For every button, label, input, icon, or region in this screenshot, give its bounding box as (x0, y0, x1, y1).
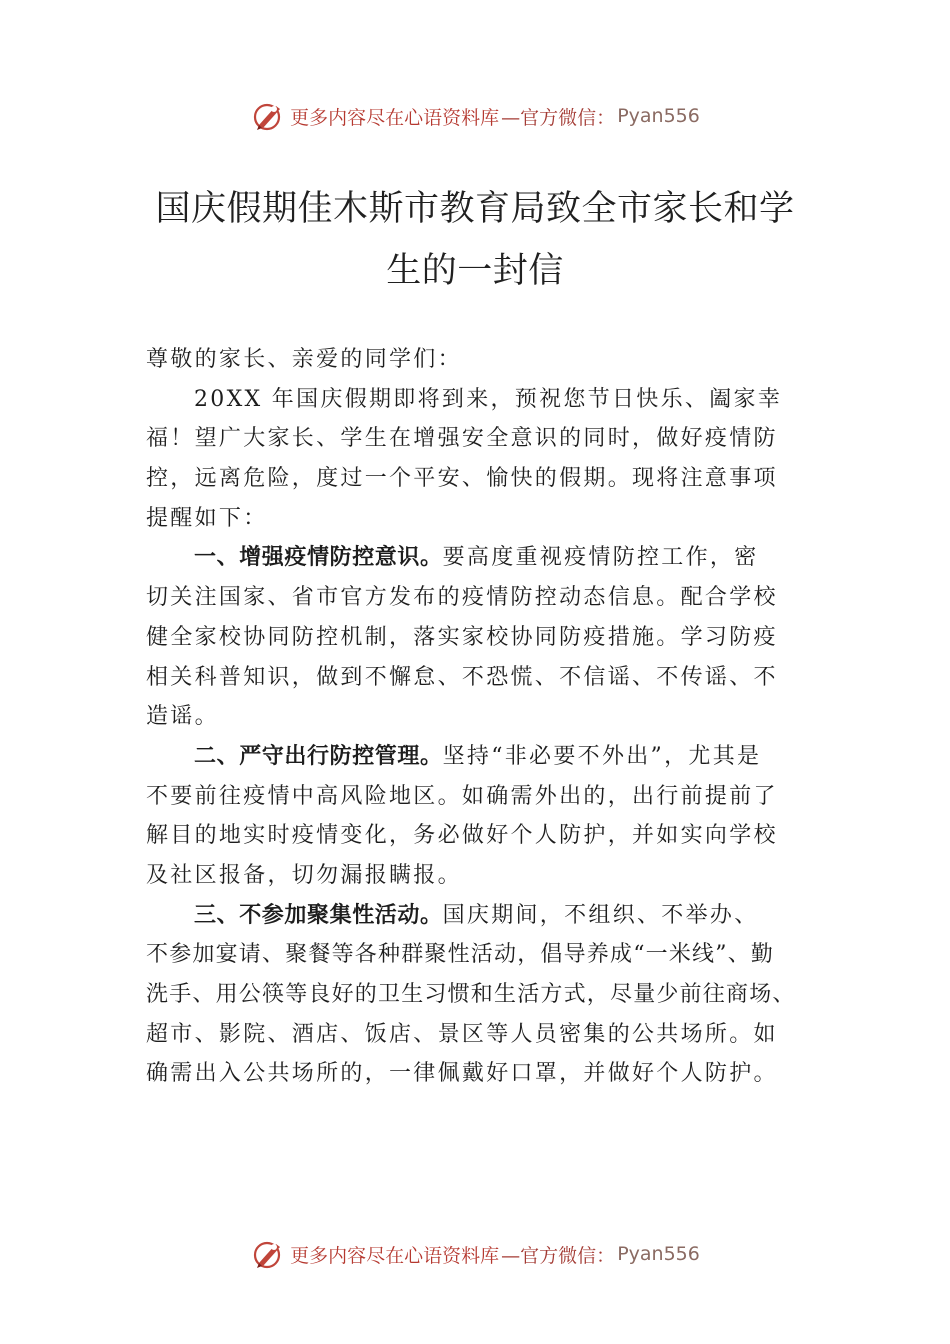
section-1-line-3: 健全家校协同防控机制，落实家校协同防疫措施。学习防疫 (146, 624, 778, 650)
section-2-line-2: 不要前往疫情中高风险地区。如确需外出的，出行前提前了 (146, 783, 778, 809)
section-2-first-text: 坚持“非必要不外出”，尤其是 (442, 743, 762, 769)
section-1-first-text: 要高度重视疫情防控工作，密 (442, 545, 759, 571)
watermark-text-wechat: —官方微信： (501, 1244, 616, 1267)
pen-logo-icon (250, 1236, 286, 1272)
section-1-first-line (146, 538, 846, 578)
section-2-first-line (146, 737, 846, 777)
letter-body (146, 340, 846, 1094)
section-3-line-3: 洗手、用公筷等良好的卫生习惯和生活方式，尽量少前往商场、 (146, 982, 796, 1007)
pen-logo-icon (250, 98, 286, 134)
intro-line-4: 提醒如下： (146, 505, 268, 531)
watermark-text-id: Pyan556 (617, 105, 700, 127)
intro-line-3: 控，远离危险，度过一个平安、愉快的假期。现将注意事项 (146, 466, 778, 492)
section-3-first-line (146, 896, 846, 936)
title-line-1: 国庆假期佳木斯市教育局致全市家长和学 (155, 189, 795, 229)
intro-line-2: 福！望广大家长、学生在增强安全意识的同时，做好疫情防 (146, 426, 778, 452)
title-line-2: 生的一封信 (386, 251, 564, 291)
watermark-text-library: 更多内容尽在心语资料库 (290, 1244, 500, 1267)
section-3-first-text: 国庆期间，不组织、不举办、 (442, 902, 759, 928)
page-title (100, 178, 850, 302)
watermark-text-wechat: —官方微信： (501, 106, 616, 129)
section-3-line-4: 超市、影院、酒店、饭店、景区等人员密集的公共场所。如 (146, 1021, 778, 1047)
intro-line-1: 20XX 年国庆假期即将到来，预祝您节日快乐、阖家幸 (194, 386, 783, 412)
section-1-line-5: 造谣。 (146, 704, 219, 730)
section-3-heading: 三、不参加聚集性活动。 (194, 902, 443, 928)
section-1-line-2: 切关注国家、省市官方发布的疫情防控动态信息。配合学校 (146, 585, 778, 611)
footer-watermark (0, 1234, 950, 1274)
section-1-heading: 一、增强疫情防控意识。 (194, 545, 443, 571)
watermark-text-id: Pyan556 (617, 1243, 700, 1265)
section-1-line-4: 相关科普知识，做到不懈怠、不恐慌、不信谣、不传谣、不 (146, 664, 778, 690)
section-3-line-5: 确需出入公共场所的，一律佩戴好口罩，并做好个人防护。 (146, 1061, 778, 1087)
salutation: 尊敬的家长、亲爱的同学们： (146, 347, 462, 372)
section-2-heading: 二、严守出行防控管理。 (194, 743, 443, 769)
section-2-line-3: 解目的地实时疫情变化，务必做好个人防护，并如实向学校 (146, 823, 778, 849)
watermark-text-library: 更多内容尽在心语资料库 (290, 106, 500, 129)
header-watermark (0, 96, 950, 136)
section-3-line-2: 不参加宴请、聚餐等各种群聚性活动，倡导养成“一米线”、勤 (146, 942, 775, 968)
section-2-line-4: 及社区报备，切勿漏报瞒报。 (146, 862, 462, 888)
